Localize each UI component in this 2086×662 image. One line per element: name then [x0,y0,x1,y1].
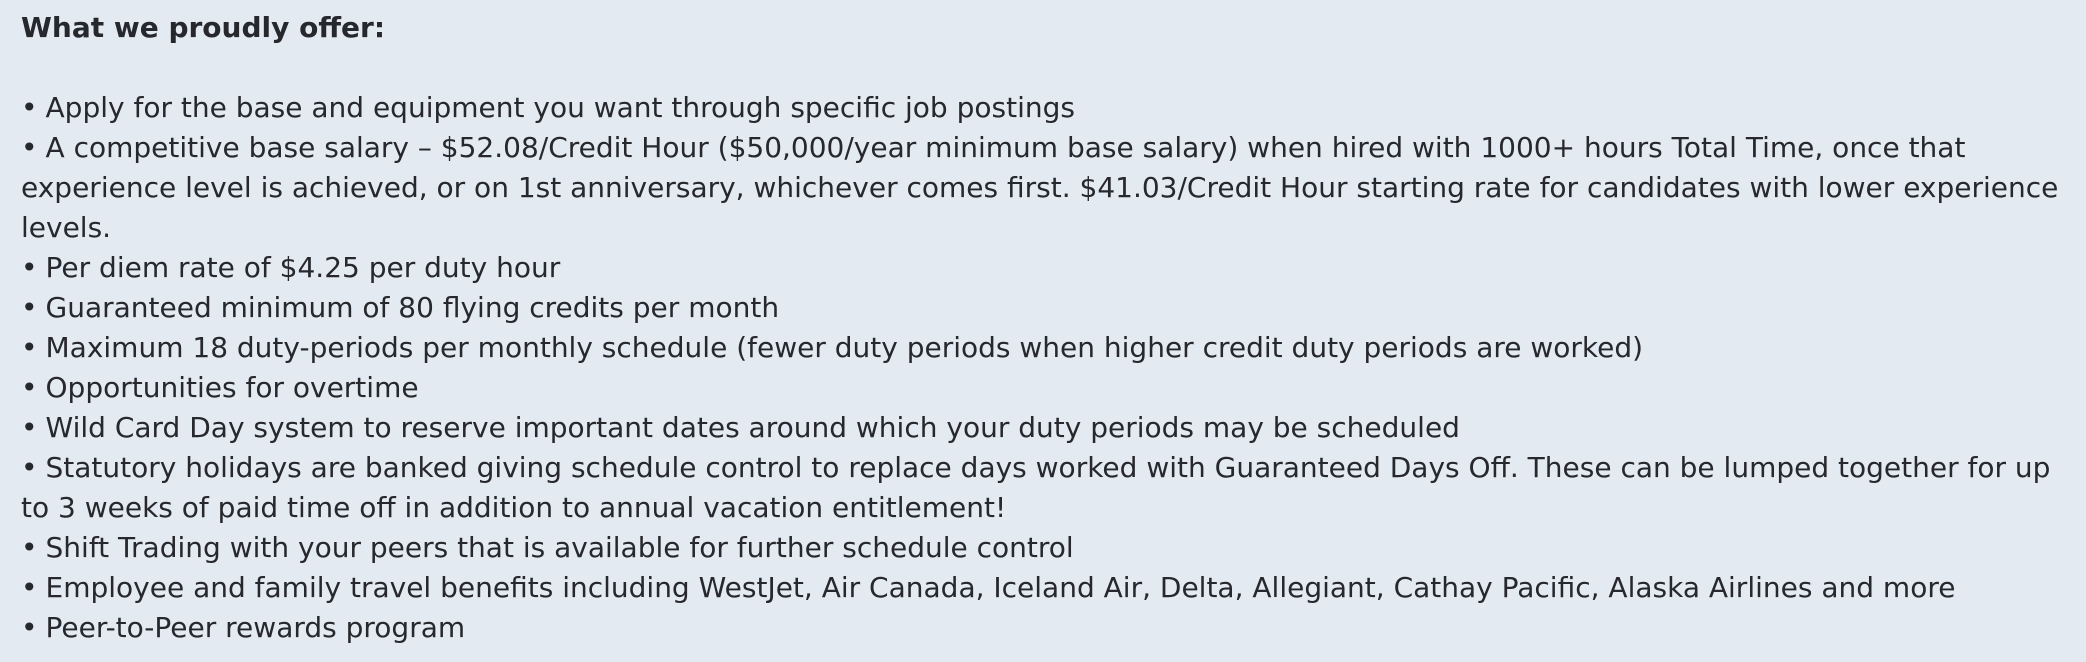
list-item [21,448,2065,528]
list-item-text: Statutory holidays are banked giving schedule control to replace days worked with Guaranteed Days Off. These can be lumped together for up to 3 weeks of paid time off in addition to annual vacation entitlement! [21,451,2051,524]
list-item-text: Wild Card Day system to reserve important dates around which your duty periods may be scheduled [45,411,1460,444]
list-item-text: Opportunities for overtime [45,371,419,404]
list-item [21,568,2065,608]
bullet-icon: • [21,291,38,324]
list-item-text: Maximum 18 duty-periods per monthly schedule (fewer duty periods when higher credit duty periods are worked) [45,331,1644,364]
list-item-text: Per diem rate of $4.25 per duty hour [45,251,561,284]
list-item [21,248,2065,288]
list-item [21,328,2065,368]
list-item [21,368,2065,408]
list-item [21,288,2065,328]
bullet-icon: • [21,411,38,444]
bullet-icon: • [21,251,38,284]
list-item-text: Shift Trading with your peers that is available for further schedule control [45,531,1074,564]
list-item-text: Guaranteed minimum of 80 flying credits per month [45,291,780,324]
list-item [21,528,2065,568]
bullet-icon: • [21,531,38,564]
bullet-icon: • [21,451,38,484]
list-item [21,88,2065,128]
list-item [21,608,2065,648]
bullet-icon: • [21,571,38,604]
blank-line [21,48,2065,88]
bullet-icon: • [21,371,38,404]
list-item-text: Apply for the base and equipment you want through specific job postings [45,91,1075,124]
list-item [21,408,2065,448]
list-item-text: Employee and family travel benefits including WestJet, Air Canada, Iceland Air, Delta, Allegiant, Cathay Pacific, Alaska Airlines and more [45,571,1956,604]
bullet-icon: • [21,131,38,164]
list-item-text: Peer-to-Peer rewards program [45,611,466,644]
list-item-text: A competitive base salary – $52.08/Credit Hour ($50,000/year minimum base salary) when hired with 1000+ hours Total Time, once that experience level is achieved, or on 1st anniversary, whichever comes first. $41.03/Credit Hour starting rate for candidates with lower experience levels. [21,131,2059,244]
bullet-icon: • [21,331,38,364]
list-item [21,128,2065,248]
benefits-list [21,88,2065,648]
bullet-icon: • [21,91,38,124]
bullet-icon: • [21,611,38,644]
section-heading: What we proudly offer: [21,11,386,44]
